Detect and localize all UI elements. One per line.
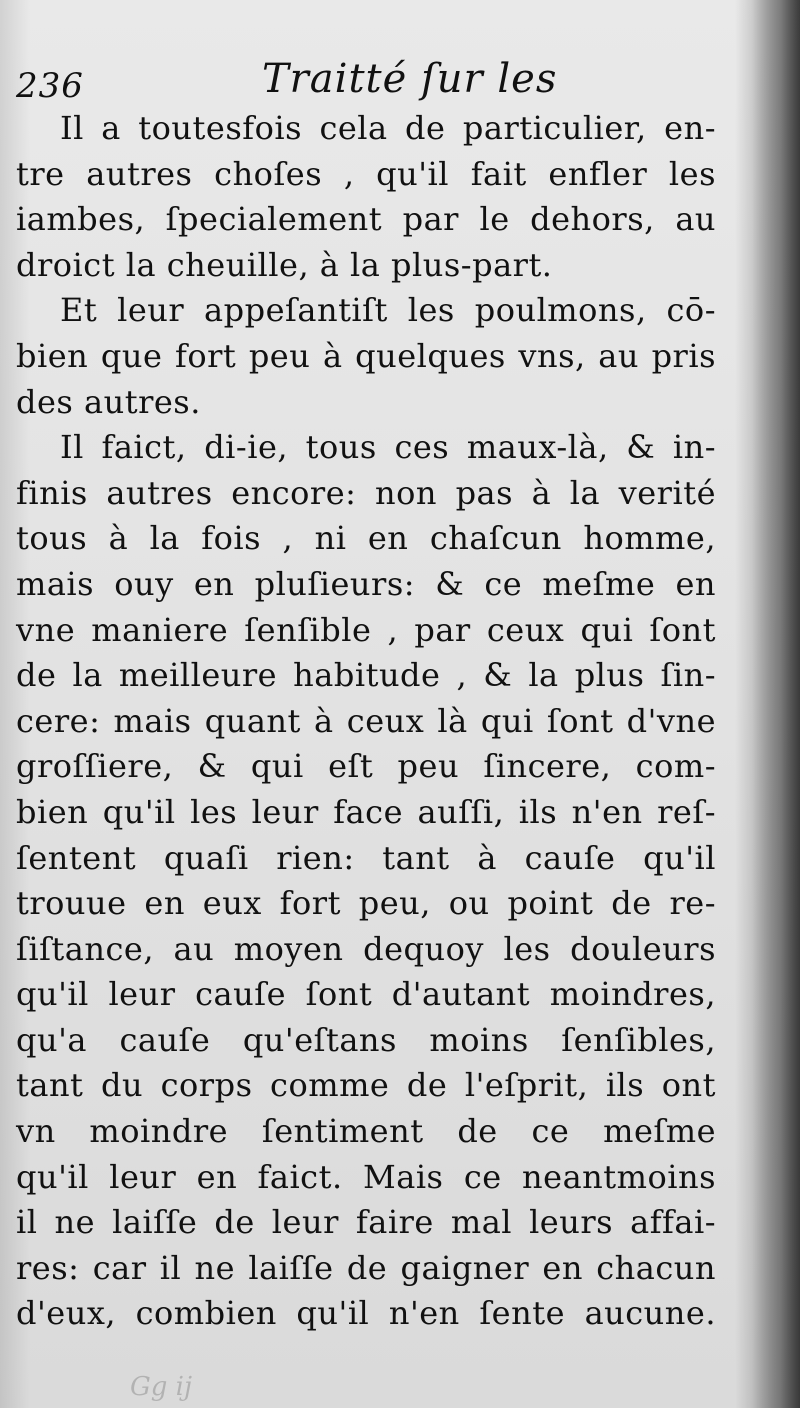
text-line: d'eux, combien qu'il n'en ſente aucune.	[16, 1294, 716, 1333]
page-number: 236	[16, 66, 84, 106]
text-line: mais ouy en pluſieurs: & ce meſme en	[16, 564, 716, 603]
page-header	[12, 52, 712, 108]
text-line: tant du corps comme de l'eſprit, ils ont	[16, 1066, 716, 1105]
text-line: ſentent quaſi rien: tant à cauſe qu'il	[16, 838, 716, 877]
text-line: cere: mais quant à ceux là qui ſont d'vne	[16, 701, 716, 740]
text-line: qu'a cauſe qu'eſtans moins ſenſibles,	[16, 1020, 716, 1059]
text-line: trouue en eux fort peu, ou point de re-	[16, 884, 716, 923]
text-line: finis autres encore: non pas à la verité	[16, 473, 716, 512]
text-line: vn moindre ſentiment de ce meſme	[16, 1112, 716, 1151]
text-line: iambes, ſpecialement par le dehors, au	[16, 200, 716, 239]
text-line: ſiſtance, au moyen dequoy les douleurs	[16, 929, 716, 968]
text-line: des autres.	[16, 382, 201, 421]
text-line: bien qu'il les leur face auſſi, ils n'en reſ-	[16, 792, 716, 831]
text-line: Et leur appeſantiſt les poulmons, cō-	[60, 291, 716, 330]
text-line: bien que fort peu à quelques vns, au pris	[16, 336, 716, 375]
text-line: de la meilleure habitude , & la plus ſin-	[16, 656, 716, 695]
text-line: qu'il leur cauſe ſont d'autant moindres,	[16, 975, 716, 1014]
body-text	[16, 106, 716, 1337]
text-line: droict la cheuille, à la plus-part.	[16, 245, 553, 284]
text-line: tre autres choſes , qu'il fait enfler les	[16, 154, 716, 193]
text-line: vne maniere ſenſible , par ceux qui ſont	[16, 610, 716, 649]
text-line: Il faict, di-ie, tous ces maux-là, & in-	[60, 428, 716, 467]
bleed-through-text: Gg ij	[130, 1372, 193, 1402]
text-line: tous à la fois , ni en chaſcun homme,	[16, 519, 716, 558]
text-line: groſſiere, & qui eſt peu ſincere, com-	[16, 747, 716, 786]
text-line: res: car il ne laiſſe de gaigner en chacun	[16, 1248, 716, 1287]
text-line: Il a toutesfois cela de particulier, en-	[60, 109, 716, 147]
text-line: il ne laiſſe de leur faire mal leurs affai-	[16, 1203, 716, 1242]
running-title: Traitté ſur les	[262, 56, 558, 102]
text-line: qu'il leur en faict. Mais ce neantmoins	[16, 1157, 716, 1196]
page-edge-shadow	[752, 0, 800, 1408]
